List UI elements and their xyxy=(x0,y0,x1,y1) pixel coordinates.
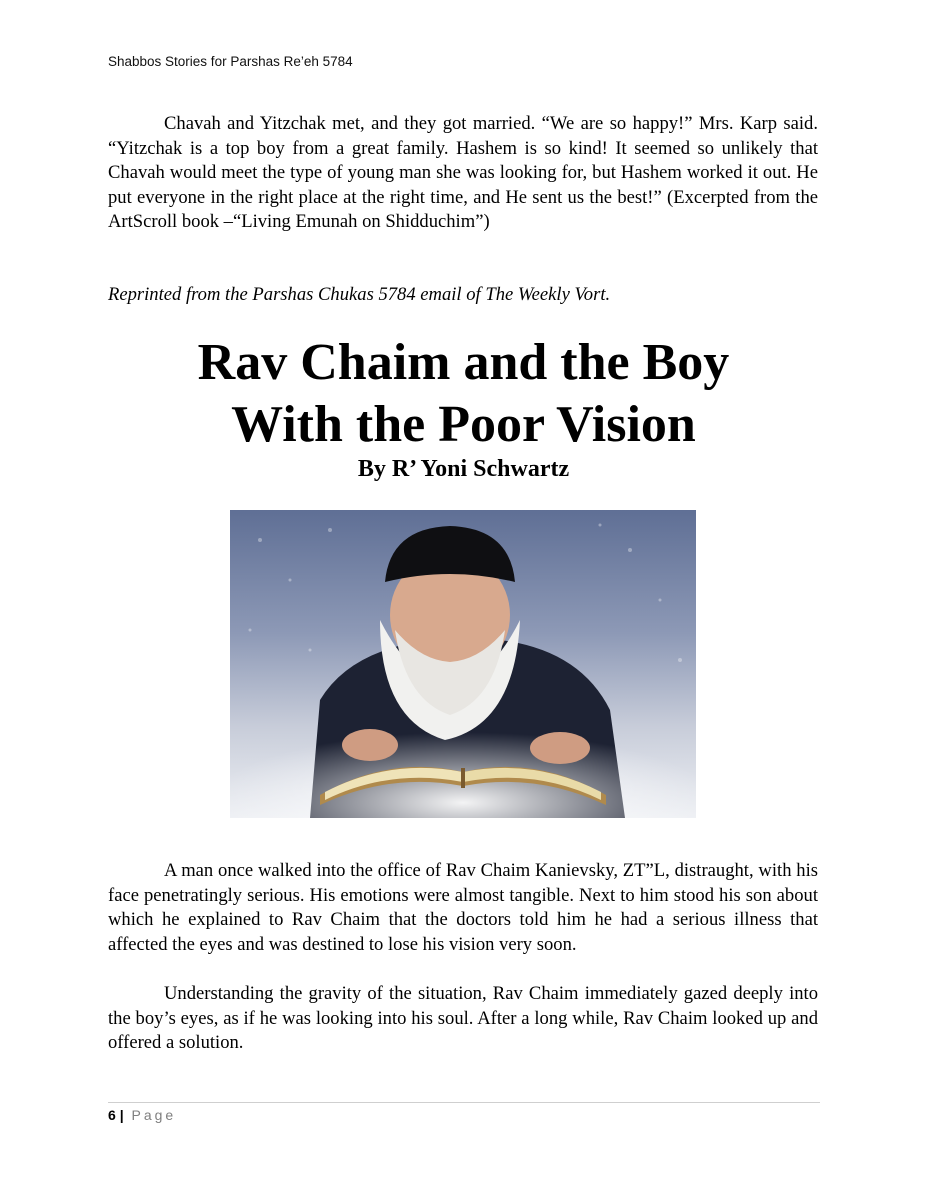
page-label: Page xyxy=(131,1107,177,1123)
running-header: Shabbos Stories for Parshas Re’eh 5784 xyxy=(108,54,353,69)
story-ending-paragraph: Chavah and Yitzchak met, and they got married. “We are so happy!” Mrs. Karp said. “Yitzchak is a top boy from a great family. Hashem is so kind! It seemed so unlikely that Chavah would meet the type of young man she was looking for, but Hashem worked it out. He put everyone in the right place at the right time, and He sent us the best!” (Excerpted from the ArtScroll book –“Living Emunah on Shidduchim”) xyxy=(108,113,818,232)
article-paragraph-1: A man once walked into the office of Rav Chaim Kanievsky, ZT”L, distraught, with his face penetratingly serious. His emotions were almost tangible. Next to him stood his son about which he explained to Rav Chaim that the doctors told him he had a serious illness that affected the eyes and was destined to lose his vision very soon. xyxy=(108,860,818,955)
article-byline: By R’ Yoni Schwartz xyxy=(357,456,570,482)
page-footer xyxy=(108,1107,176,1123)
article-photo xyxy=(230,510,696,818)
reprint-credit: Reprinted from the Parshas Chukas 5784 email of The Weekly Vort. xyxy=(108,284,611,305)
article-title-line-1: Rav Chaim and the Boy xyxy=(197,334,730,391)
page-number: 6 xyxy=(108,1107,116,1123)
footer-separator: | xyxy=(119,1107,124,1123)
footer-divider xyxy=(108,1102,820,1103)
article-paragraph-2: Understanding the gravity of the situation, Rav Chaim immediately gazed deeply into the boy’s eyes, as if he was looking into his soul. After a long while, Rav Chaim looked up and offered a solution. xyxy=(108,983,818,1053)
article-title-line-2: With the Poor Vision xyxy=(231,396,696,453)
rabbi-reading-illustration xyxy=(230,510,696,818)
